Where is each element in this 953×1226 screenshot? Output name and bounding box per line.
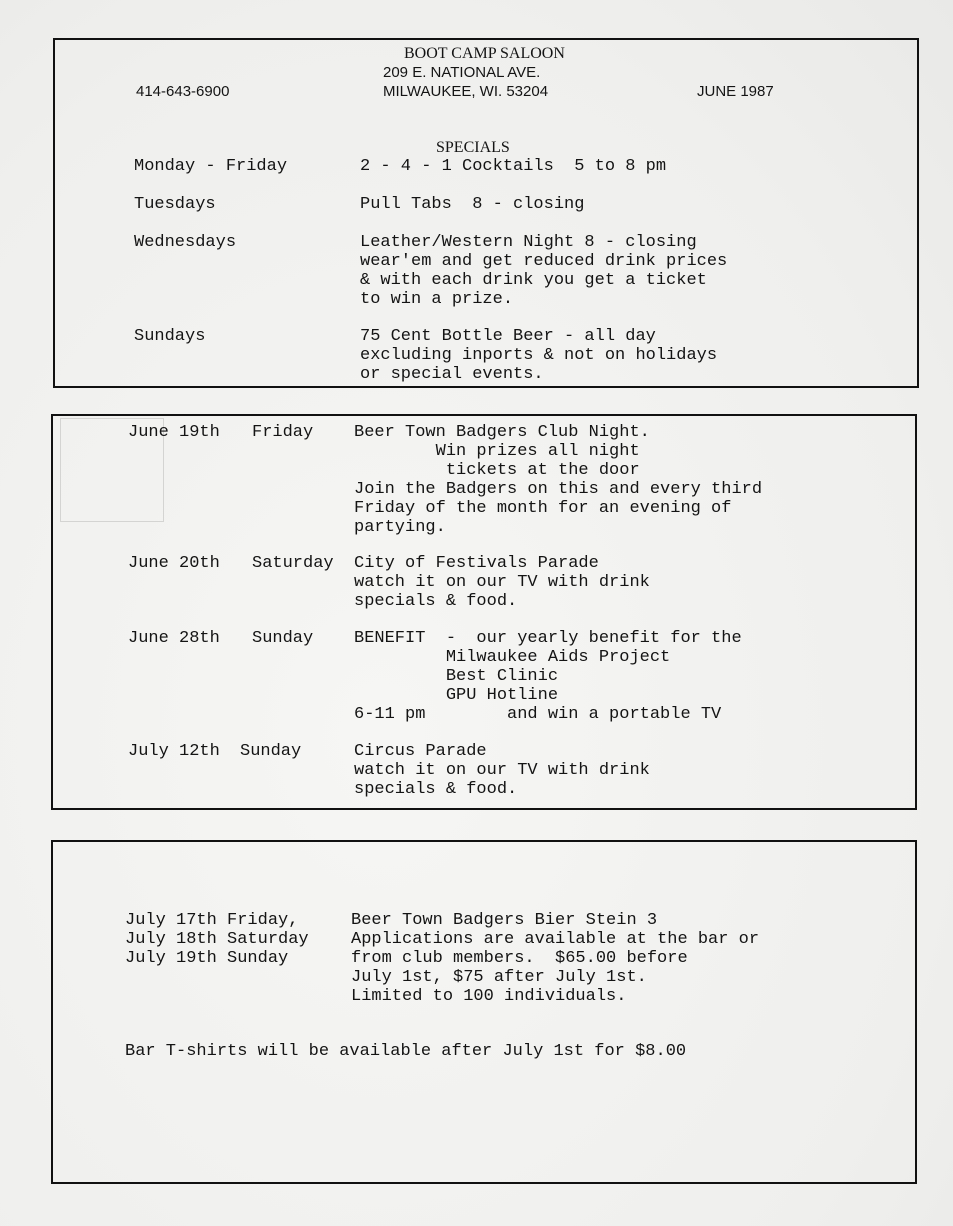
event-date: July 12th: [128, 742, 220, 761]
special-line: 75 Cent Bottle Beer - all day: [360, 327, 656, 346]
event-line: Milwaukee Aids Project: [354, 648, 671, 667]
event-day: Friday: [252, 423, 314, 442]
special-day: Sundays: [134, 327, 206, 346]
special-line: wear'em and get reduced drink prices: [360, 252, 728, 271]
saloon-name: BOOT CAMP SALOON: [404, 45, 565, 62]
event-line: BENEFIT - our yearly benefit for the: [354, 629, 742, 648]
special-day: Wednesdays: [134, 233, 237, 252]
phone-number: 414-643-6900: [136, 83, 230, 100]
event-line: Friday of the month for an evening of: [354, 499, 732, 518]
flyer-date: JUNE 1987: [697, 83, 774, 100]
address-line-2: MILWAUKEE, WI. 53204: [383, 83, 549, 100]
event-line: watch it on our TV with drink: [354, 573, 650, 592]
special-line: excluding inports & not on holidays: [360, 346, 718, 365]
event-line: watch it on our TV with drink: [354, 761, 650, 780]
event-day: Sunday: [252, 629, 314, 648]
special-day: Monday - Friday: [134, 157, 288, 176]
stein-line: Applications are available at the bar or: [351, 930, 760, 949]
specials-title: SPECIALS: [436, 139, 510, 156]
special-line: Pull Tabs 8 - closing: [360, 195, 585, 214]
stein-date: July 18th Saturday: [125, 930, 309, 949]
event-line: partying.: [354, 518, 446, 537]
event-line: specials & food.: [354, 780, 518, 799]
event-date: June 20th: [128, 554, 220, 573]
address-line-1: 209 E. NATIONAL AVE.: [383, 64, 541, 81]
special-line: to win a prize.: [360, 290, 514, 309]
event-line: City of Festivals Parade: [354, 554, 599, 573]
special-line: or special events.: [360, 365, 544, 384]
special-line: & with each drink you get a ticket: [360, 271, 707, 290]
special-line: 2 - 4 - 1 Cocktails 5 to 8 pm: [360, 157, 667, 176]
event-line: tickets at the door: [354, 461, 640, 480]
special-day: Tuesdays: [134, 195, 216, 214]
event-day: Sunday: [240, 742, 302, 761]
event-line: 6-11 pm and win a portable TV: [354, 705, 722, 724]
stein-line: Limited to 100 individuals.: [351, 987, 627, 1006]
tshirt-notice: Bar T-shirts will be available after July 1st for $8.00: [125, 1042, 687, 1061]
event-line: Join the Badgers on this and every third: [354, 480, 763, 499]
special-line: Leather/Western Night 8 - closing: [360, 233, 697, 252]
event-date: June 28th: [128, 629, 220, 648]
stein-line: Beer Town Badgers Bier Stein 3: [351, 911, 658, 930]
stein-date: July 19th Sunday: [125, 949, 289, 968]
event-line: Beer Town Badgers Club Night.: [354, 423, 650, 442]
stein-line: July 1st, $75 after July 1st.: [351, 968, 647, 987]
event-day: Saturday: [252, 554, 334, 573]
event-line: Win prizes all night: [354, 442, 640, 461]
bier-stein-box: [51, 840, 917, 1184]
stein-date: July 17th Friday,: [125, 911, 299, 930]
stein-line: from club members. $65.00 before: [351, 949, 688, 968]
event-line: GPU Hotline: [354, 686, 559, 705]
event-line: specials & food.: [354, 592, 518, 611]
event-date: June 19th: [128, 423, 220, 442]
event-line: Circus Parade: [354, 742, 487, 761]
event-line: Best Clinic: [354, 667, 559, 686]
